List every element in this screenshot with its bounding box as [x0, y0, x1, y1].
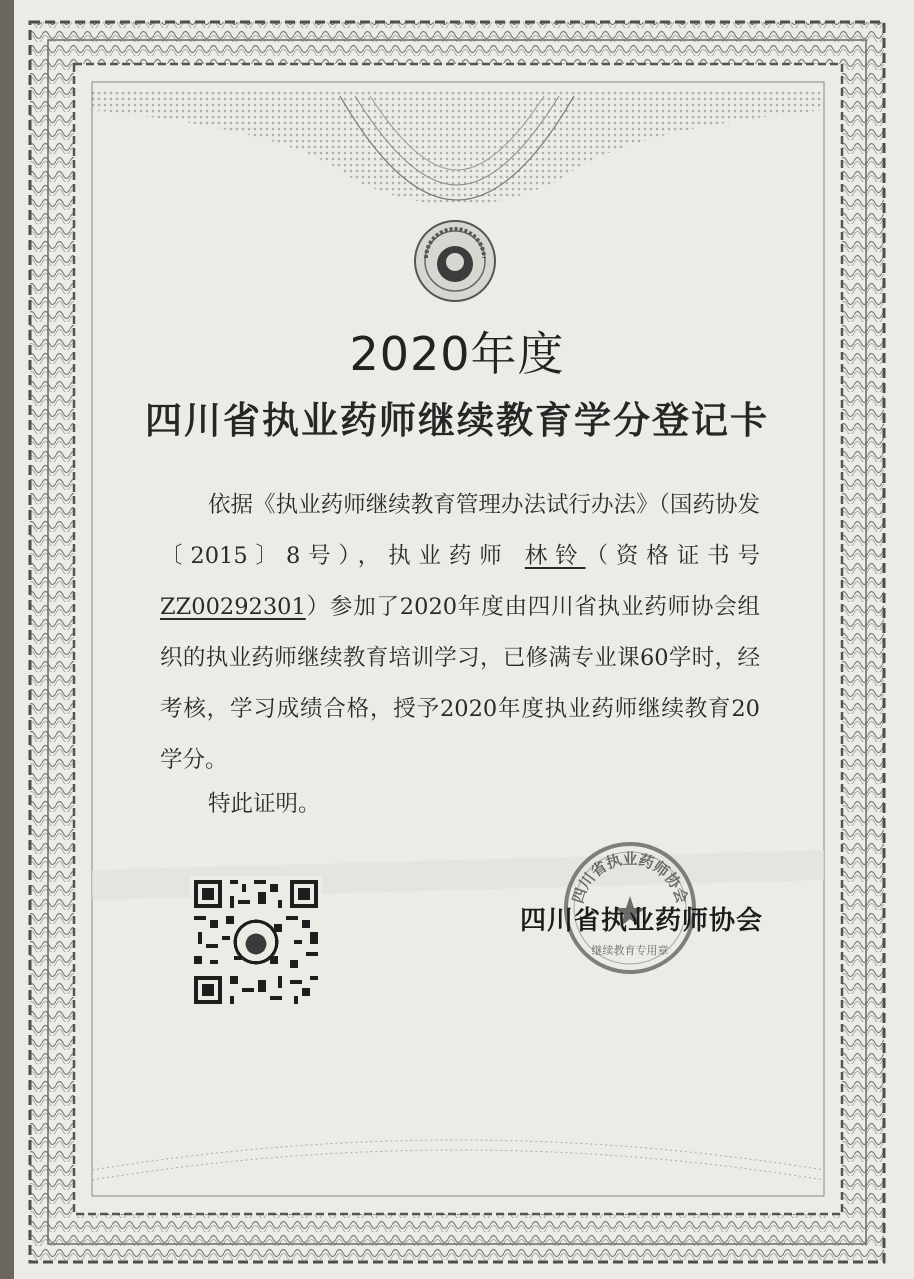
pharmacist-name: 林铃 [524, 543, 586, 569]
title-main: 四川省执业药师继续教育学分登记卡 [145, 399, 769, 442]
title-year: 2020年度 [349, 327, 565, 381]
issuer-name: 四川省执业药师协会 [520, 906, 764, 936]
certificate-body [160, 480, 760, 786]
closing-text: 特此证明。 [208, 791, 321, 817]
association-emblem [412, 218, 498, 304]
qr-code [190, 876, 322, 1008]
certificate-number: ZZ00292301 [160, 594, 306, 620]
seal-text-top: 四川省执业药师协会 [568, 850, 692, 906]
body-part-1: 依据《执业药师继续教育管理办法试行办法》（国药协发〔2015〕8号），执业药师 [160, 492, 760, 569]
body-part-3: ）参加了2020年度由四川省执业药师协会组织的执业药师继续教育培训学习，已修满专业课60学时，经考核，学习成绩合格，授予2020年度执业药师继续教育20学分。 [160, 594, 760, 773]
body-part-2: （资格证书号 [585, 543, 760, 569]
seal-text-bottom: 继续教育专用章 [591, 944, 669, 957]
